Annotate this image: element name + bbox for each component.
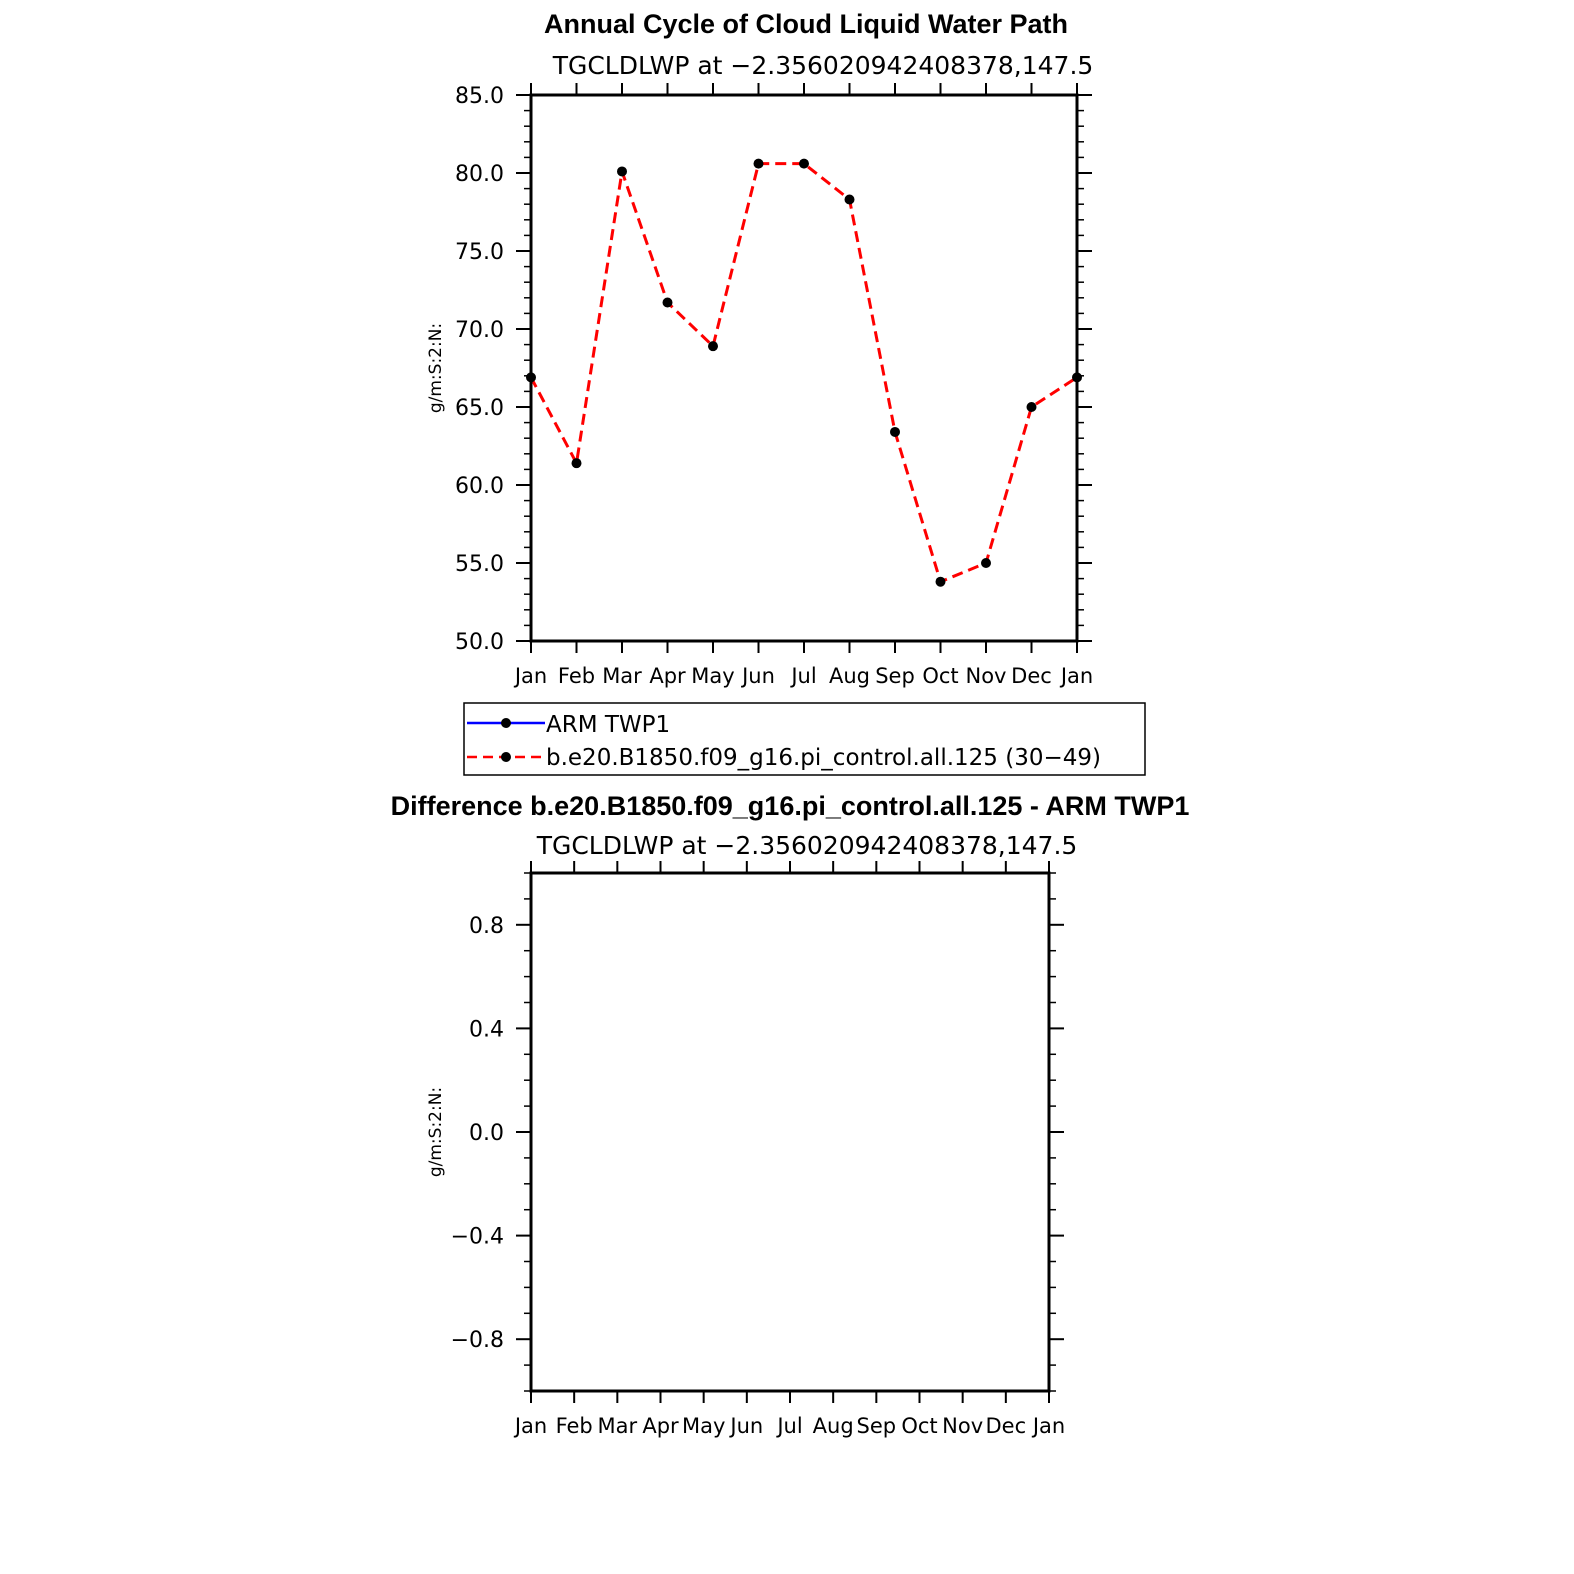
x-tick-labels	[513, 1414, 1065, 1438]
x-tick-label: May	[681, 1414, 726, 1438]
x-tick-labels	[513, 664, 1093, 688]
x-tick-label: Jul	[777, 1414, 803, 1438]
legend-marker-arm	[501, 718, 511, 728]
x-tick-label: Jan	[1032, 1414, 1066, 1438]
x-tick-label: May	[691, 664, 735, 688]
legend-label-arm: ARM TWP1	[546, 712, 671, 738]
y-tick-label: 75.0	[455, 240, 504, 265]
x-tick-label: Jan	[514, 1414, 548, 1438]
y-tick-label: 60.0	[455, 474, 504, 499]
data-point	[572, 458, 582, 468]
legend-marker-model	[501, 752, 511, 762]
y-tick-label: 50.0	[455, 630, 504, 655]
x-tick-label: Apr	[642, 1414, 679, 1438]
x-tick-label: Aug	[812, 1414, 854, 1438]
y-tick-label: 0.4	[469, 1017, 504, 1043]
data-point	[754, 159, 764, 169]
y-tick-labels	[451, 914, 504, 1353]
x-tick-label: Jan	[514, 664, 548, 688]
difference-chart	[391, 791, 1190, 1438]
x-tick-label: Oct	[901, 1414, 938, 1438]
x-tick-label: Feb	[557, 664, 596, 688]
data-point	[981, 558, 991, 568]
tick-marks	[516, 861, 1064, 1403]
plot-frame	[531, 95, 1077, 641]
x-tick-label: Oct	[922, 664, 959, 688]
chart-subtitle: TGCLDLWP at −2.356020942408378,147.5	[536, 831, 1078, 860]
y-tick-label: 80.0	[455, 162, 504, 187]
plot-frame	[531, 873, 1049, 1391]
series-line	[531, 164, 1077, 582]
x-tick-label: Mar	[602, 664, 642, 688]
y-tick-label: 55.0	[455, 552, 504, 577]
x-tick-label: Dec	[1011, 664, 1052, 688]
data-point	[936, 577, 946, 587]
series-layer	[526, 159, 1082, 587]
x-tick-label: Jun	[742, 664, 775, 688]
legend	[464, 703, 1145, 775]
x-tick-label: Sep	[856, 1414, 897, 1438]
x-tick-label: Apr	[649, 664, 686, 688]
annual-cycle-chart	[426, 9, 1093, 688]
x-tick-label: Jul	[791, 664, 817, 688]
x-tick-label: Jun	[730, 1414, 764, 1438]
y-axis-label: g/m:S:2:N:	[426, 322, 446, 414]
y-tick-label: 70.0	[455, 318, 504, 343]
data-point	[617, 166, 627, 176]
data-point	[1027, 402, 1037, 412]
x-tick-label: Mar	[597, 1414, 638, 1438]
data-point	[708, 341, 718, 351]
data-point	[890, 427, 900, 437]
data-point	[845, 195, 855, 205]
y-tick-label: −0.8	[450, 1328, 504, 1354]
legend-label-model: b.e20.B1850.f09_g16.pi_control.all.125 (30−49)	[546, 745, 1101, 771]
data-point	[799, 159, 809, 169]
y-tick-label: 0.8	[469, 913, 504, 939]
x-tick-label: Nov	[965, 664, 1007, 688]
x-tick-label: Dec	[985, 1414, 1027, 1438]
x-tick-label: Aug	[828, 664, 871, 688]
y-tick-labels	[455, 84, 504, 655]
x-tick-label: Jan	[1060, 664, 1094, 688]
x-tick-label: Nov	[942, 1414, 984, 1438]
y-tick-label: 65.0	[455, 396, 504, 421]
chart-title: Difference b.e20.B1850.f09_g16.pi_control.all.125 - ARM TWP1	[390, 791, 1190, 821]
x-tick-label: Feb	[555, 1414, 593, 1438]
chart-subtitle: TGCLDLWP at −2.356020942408378,147.5	[552, 51, 1094, 80]
y-axis-label: g/m:S:2:N:	[426, 1086, 446, 1178]
y-tick-label: −0.4	[450, 1224, 504, 1250]
data-point	[663, 297, 673, 307]
chart-title: Annual Cycle of Cloud Liquid Water Path	[543, 9, 1069, 39]
y-tick-label: 0.0	[469, 1121, 504, 1146]
y-tick-label: 85.0	[455, 84, 504, 109]
x-tick-label: Sep	[875, 664, 915, 688]
